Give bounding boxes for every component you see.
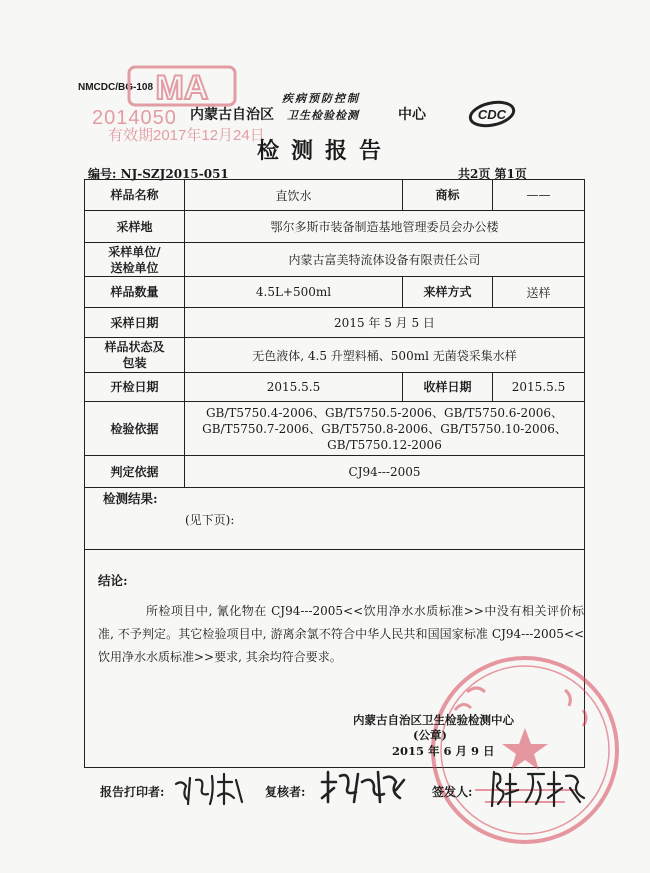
brand-label: 商标 bbox=[403, 180, 493, 211]
method-label: 来样方式 bbox=[403, 277, 493, 308]
page-title: 检测报告 bbox=[256, 138, 393, 164]
table-row bbox=[85, 338, 585, 373]
unit-label-line1: 采样单位/ bbox=[108, 244, 161, 259]
unit-label bbox=[85, 243, 185, 277]
results-see-next-page: (见下页): bbox=[185, 513, 235, 527]
document-code: NMCDC/BG-108 bbox=[78, 82, 154, 93]
ma-validity: 有效期2017年12月24日 bbox=[108, 127, 265, 144]
cdc-logo-icon bbox=[466, 98, 518, 130]
state-label-line1: 样品状态及 bbox=[104, 340, 165, 354]
basis-line-1: GB/T5750.4-2006、GB/T5750.5-2006、GB/T5750.6-2006、 bbox=[205, 405, 564, 420]
org-name-center: 中心 bbox=[398, 106, 426, 122]
receive-date-label: 收样日期 bbox=[403, 373, 493, 402]
reviewer-label: 复核者: bbox=[265, 785, 306, 799]
state-label-line2: 包装 bbox=[122, 356, 147, 370]
quantity-value: 4.5L+500ml bbox=[185, 277, 403, 308]
report-number: 编号: NJ-SZJ2015-051 bbox=[88, 167, 229, 181]
table-row bbox=[85, 277, 585, 308]
test-date-value: 2015.5.5 bbox=[185, 373, 403, 402]
signoff-date: 2015 年 6 月 9 日 bbox=[392, 744, 495, 758]
basis-label: 检验依据 bbox=[85, 402, 185, 456]
sampling-date-label: 采样日期 bbox=[85, 308, 185, 338]
method-value: 送样 bbox=[493, 277, 585, 308]
table-row bbox=[85, 211, 585, 243]
judge-label: 判定依据 bbox=[85, 456, 185, 488]
table-row bbox=[85, 308, 585, 338]
state-label bbox=[85, 338, 185, 373]
table-row bbox=[85, 456, 585, 488]
org-name-region: 内蒙古自治区 bbox=[190, 106, 274, 122]
sampling-site-label: 采样地 bbox=[85, 211, 185, 243]
results-label: 检测结果: bbox=[103, 491, 158, 506]
table-row bbox=[85, 373, 585, 402]
org-name-handwritten-mid: 卫生检验检测 bbox=[287, 109, 359, 122]
table-row bbox=[85, 402, 585, 456]
sampling-site-value: 鄂尔多斯市装备制造基地管理委员会办公楼 bbox=[185, 211, 585, 243]
results-row bbox=[85, 488, 585, 550]
org-name-handwritten-top: 疾病预防控制 bbox=[282, 92, 360, 105]
printer-label: 报告打印者: bbox=[100, 785, 165, 799]
brand-value: —— bbox=[493, 180, 585, 211]
sample-name-value: 直饮水 bbox=[185, 180, 403, 211]
printer-signature bbox=[172, 770, 247, 810]
page-count: 共2页 第1页 bbox=[458, 167, 527, 181]
sampling-date-value: 2015 年 5 月 5 日 bbox=[185, 308, 585, 338]
ma-certification-stamp bbox=[126, 64, 238, 108]
state-value: 无色液体, 4.5 升塑料桶、500ml 无菌袋采集水样 bbox=[185, 338, 585, 373]
signoff-seal: (公章) bbox=[413, 728, 447, 742]
cdc-logo-text: CDC bbox=[477, 107, 507, 122]
unit-label-line2: 送检单位 bbox=[110, 260, 159, 275]
basis-line-2: GB/T5750.7-2006、GB/T5750.8-2006、GB/T5750.10-2006、 bbox=[202, 421, 567, 436]
sample-name-label: 样品名称 bbox=[85, 180, 185, 211]
issuer-signature bbox=[488, 766, 588, 810]
receive-date-value: 2015.5.5 bbox=[493, 373, 585, 402]
reviewer-signature bbox=[318, 768, 408, 808]
basis-line-3: GB/T5750.12-2006 bbox=[327, 437, 442, 452]
ma-logo-text: MA bbox=[155, 69, 209, 107]
test-date-label: 开检日期 bbox=[85, 373, 185, 402]
table-row bbox=[85, 180, 585, 211]
issuer-label: 签发人: bbox=[432, 785, 473, 799]
judge-value: CJ94---2005 bbox=[185, 456, 585, 488]
conclusion-text: 所检项目中, 氰化物在 CJ94---2005<<饮用净水水质标准>>中没有相关评价标准, 不予判定。其它检验项目中, 游离余氯不符合中华人民共和国国家标准 CJ94---2005<<饮用净水水质标准>>要求, 其余均符合要求。 bbox=[98, 604, 584, 664]
results-cell bbox=[85, 488, 585, 550]
quantity-label: 样品数量 bbox=[85, 277, 185, 308]
ma-cert-number: 2014050 bbox=[92, 107, 177, 129]
conclusion-label: 结论: bbox=[98, 573, 128, 588]
unit-value: 内蒙古富美特流体设备有限责任公司 bbox=[185, 243, 585, 277]
basis-value bbox=[185, 402, 585, 456]
signoff-org: 内蒙古自治区卫生检验检测中心 bbox=[353, 713, 514, 727]
table-row bbox=[85, 243, 585, 277]
